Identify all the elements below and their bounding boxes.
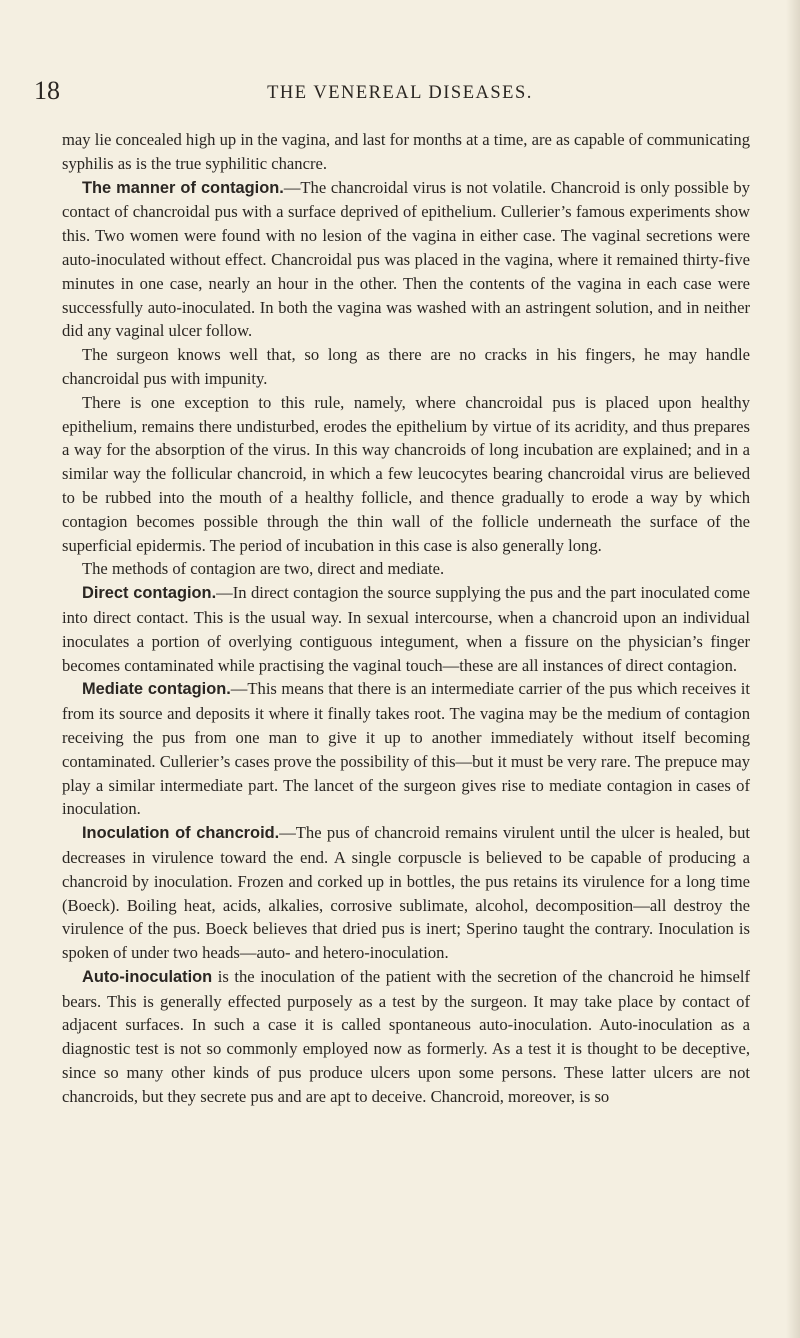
body-text bbox=[62, 128, 750, 1109]
run-in-heading: Mediate contagion. bbox=[82, 680, 231, 699]
paragraph-methods bbox=[62, 557, 750, 581]
paragraph-text: There is one exception to this rule, namely, where chancroidal pus is placed upon healthy epithelium, remains there undisturbed, erodes the epithelium by virtue of its acridity, and thus prepares a way for the absorption of the virus. In this way chancroids of long incubation are explained; and in a similar way the follicular chancroid, in which a few leucocytes bearing chancroidal virus are believed to be rubbed into the mouth of a healthy follicle, and thence gradually to erode a way by which contagion becomes possible through the thin wall of the follicle underneath the surface of the superficial epidermis. The period of incubation in this case is also generally long. bbox=[62, 392, 750, 555]
paragraph-surgeon bbox=[62, 343, 750, 391]
run-in-heading: Inoculation of chancroid. bbox=[82, 824, 280, 843]
run-in-heading: The manner of contagion. bbox=[82, 178, 284, 197]
paragraph-continuation bbox=[62, 128, 750, 176]
paragraph-text: —In direct contagion the source supplying the pus and the part inoculated come into direct contact. This is the usual way. In sexual intercourse, when a chancroid upon an individual inoculates a portion of overlying contiguous integument, when a fissure on the physician’s finger becomes contaminated while practising the vaginal touch—these are all instances of direct contagion. bbox=[62, 583, 750, 675]
paragraph-manner-of-contagion bbox=[62, 176, 750, 344]
page-edge-shadow bbox=[786, 0, 800, 1338]
running-title: THE VENEREAL DISEASES. bbox=[267, 83, 533, 103]
paragraph-text: The methods of contagion are two, direct and mediate. bbox=[82, 559, 445, 579]
paragraph-text: is the inoculation of the patient with the secretion of the chancroid he himself bears. This is generally effected purposely as a test by the surgeon. It may take place by contact of adjacent surfaces. In such a case it is called spontaneous auto-inoculation. Auto-inoculation as a diagnostic test is not so commonly employed now as formerly. As a test it is thought to be deceptive, since so many other kinds of pus produce ulcers upon some persons. These latter ulcers are not chancroids, but they secrete pus and are apt to deceive. Chancroid, moreover, is so bbox=[62, 966, 750, 1106]
page-number: 18 bbox=[34, 76, 60, 105]
paragraph-text: —The chancroidal virus is not volatile. Chancroid is only possible by contact of chancroidal pus with a surface deprived of epithelium. Cullerier’s famous experiments show this. Two women were found with no lesion of the vagina in either case. The vaginal secretions were auto-inoculated without effect. Chancroidal pus was placed in the vagina, where it remained thirty-five minutes in one case, nearly an hour in the other. Then the contents of the vagina in each case were successfully auto-inoculated. In both the vagina was washed with an astringent solution, and in neither did any vaginal ulcer follow. bbox=[62, 177, 750, 341]
paragraph-text: may lie concealed high up in the vagina, and last for months at a time, are as capable of communicating syphilis as is the true syphilitic chancre. bbox=[62, 130, 750, 173]
paragraph-auto-inoculation bbox=[62, 965, 750, 1109]
paragraph-text: —This means that there is an intermediate carrier of the pus which receives it from its source and deposits it where it finally takes root. The vagina may be the medium of contagion receiving the pus from one man to give it up to another immediately without itself becoming contaminated. Cullerier’s cases prove the possibility of this—but it must be very rare. The prepuce may play a similar intermediate part. The lancet of the surgeon gives rise to mediate contagion in cases of inoculation. bbox=[62, 679, 750, 819]
paragraph-direct-contagion bbox=[62, 581, 750, 677]
run-in-heading: Direct contagion. bbox=[82, 584, 217, 603]
paragraph-exception bbox=[62, 391, 750, 558]
run-in-heading: Auto-inoculation bbox=[82, 967, 213, 986]
paragraph-inoculation-of-chancroid bbox=[62, 821, 750, 965]
running-head bbox=[34, 74, 766, 108]
paragraph-mediate-contagion bbox=[62, 677, 750, 821]
paragraph-text: The surgeon knows well that, so long as there are no cracks in his fingers, he may handle chancroidal pus with impunity. bbox=[62, 345, 750, 388]
paragraph-text: —The pus of chancroid remains virulent until the ulcer is healed, but decreases in virulence toward the end. A single corpuscle is believed to be capable of producing a chancroid by inoculation. Frozen and corked up in bottles, the pus retains its virulence for a long time (Boeck). Boiling heat, acids, alkalies, corrosive sublimate, alcohol, decomposition—all destroy the virulence of the pus. Boeck believes that dried pus is inert; Sperino taught the contrary. Inoculation is spoken of under two heads—auto- and hetero-inoculation. bbox=[62, 823, 750, 963]
